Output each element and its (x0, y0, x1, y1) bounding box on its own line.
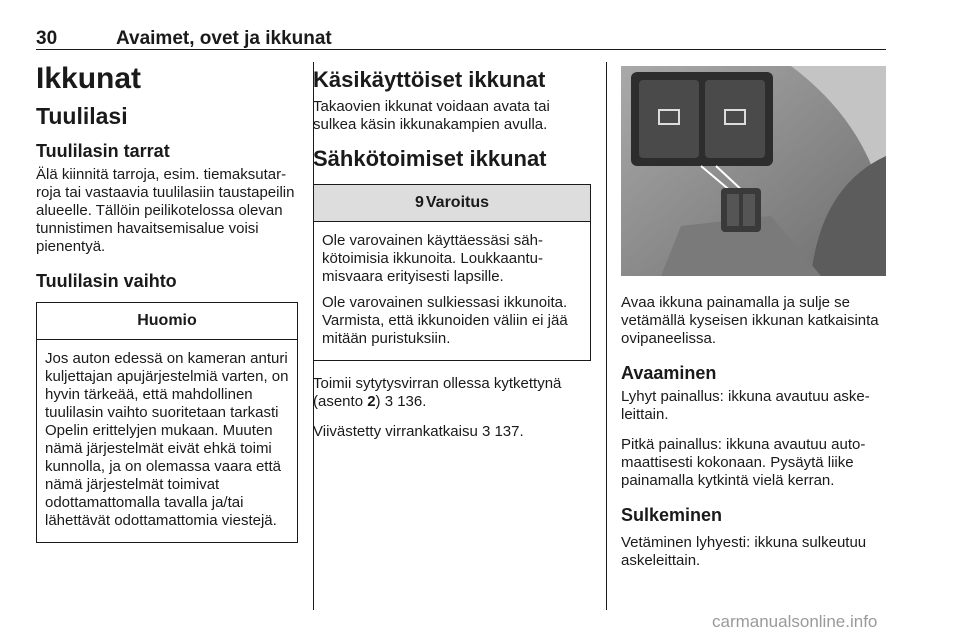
warning-header (314, 185, 590, 222)
header-divider (36, 49, 886, 50)
ignition-text-b: ) 3 136. (375, 393, 427, 410)
page-number: 30 (36, 28, 58, 49)
column-2 (313, 60, 591, 453)
ignition-position: 2 (367, 393, 376, 410)
notice-text: Jos auton edessä on kameran anturi kuljettajan apujärjestelmiä varten, on hyvin tärkeää, että mahdollinen tuulilasin vaihto suoritetaan tarkasti Opelin erittelyjen mukaan. Muuten nämä järjestelmät eivät ehkä toimi kunnolla, ja on olemassa vaara että nämä järjestelmät toimivat odottamattomalla tavalla ja/tai lähettävät odottamattomia viestejä. (45, 350, 289, 529)
heading-manual-windows: Käsikäyttöiset ikkunat (313, 67, 546, 92)
photo-caption: Avaa ikkuna painamalla ja sulje se vetämällä kyseisen ikkunan katkaisinta ovipaneelissa. (621, 294, 879, 347)
heading-closing: Sulkeminen (621, 505, 723, 525)
paragraph-opening-long: Pitkä painallus: ikkuna avautuu automaattisesti kokonaan. Pysäytä liike painamalla kytkintä vielä kerran. (621, 436, 866, 489)
paragraph-delayed-power-off: Viivästetty virrankatkaisu 3 137. (313, 423, 524, 440)
column-3 (621, 60, 886, 582)
ignition-text-a: Toimii sytytysvirran ollessa kytkettynä (asento (313, 375, 562, 410)
heading-opening: Avaaminen (621, 363, 717, 383)
warning-title: Varoitus (425, 194, 490, 211)
paragraph-closing: Vetäminen lyhyesti: ikkuna sulkeutuu askeleittain. (621, 534, 867, 569)
warning-box (313, 184, 591, 361)
subsection-title: Tuulilasi (36, 103, 128, 129)
watermark: carmanualsonline.info (712, 612, 878, 631)
section-title: Ikkunat (36, 62, 142, 95)
warning-icon: 9 (414, 194, 424, 211)
heading-stickers: Tuulilasin tarrat (36, 141, 170, 161)
heading-windscreen-replacement: Tuulilasin vaihto (36, 271, 177, 291)
paragraph-ignition (313, 375, 591, 411)
paragraph-stickers: Älä kiinnitä tarroja, esim. tiemaksutarroja tai vastaavia tuulilasiin taustapeilin alueelle. Tällöin peilikotelossa olevan tunnistimen havaitsemisalue voisi pienentyä. (36, 166, 295, 255)
column-1 (36, 60, 298, 543)
column-divider-2 (606, 62, 607, 610)
chapter-title: Avaimet, ovet ja ikkunat (116, 28, 332, 49)
heading-power-windows: Sähkötoimiset ikkunat (313, 146, 547, 171)
window-switch-illustration (621, 66, 886, 276)
notice-box (36, 302, 298, 543)
paragraph-opening-short: Lyhyt painallus: ikkuna avautuu askeleittain. (621, 388, 870, 423)
window-switch-photo (621, 66, 886, 276)
paragraph-manual-windows: Takaovien ikkunat voidaan avata tai sulkea käsin ikkunakampien avulla. (313, 98, 550, 133)
warning-paragraph-2: Ole varovainen sulkiessasi ikkunoita. Varmista, että ikkunoiden väliin ei jää mitään puristuksiin. (322, 294, 568, 347)
notice-title: Huomio (37, 303, 297, 340)
warning-paragraph-1: Ole varovainen käyttäessäsi sähkötoimisia ikkunoita. Loukkaantumisvaara erityisesti lapsille. (322, 232, 543, 285)
